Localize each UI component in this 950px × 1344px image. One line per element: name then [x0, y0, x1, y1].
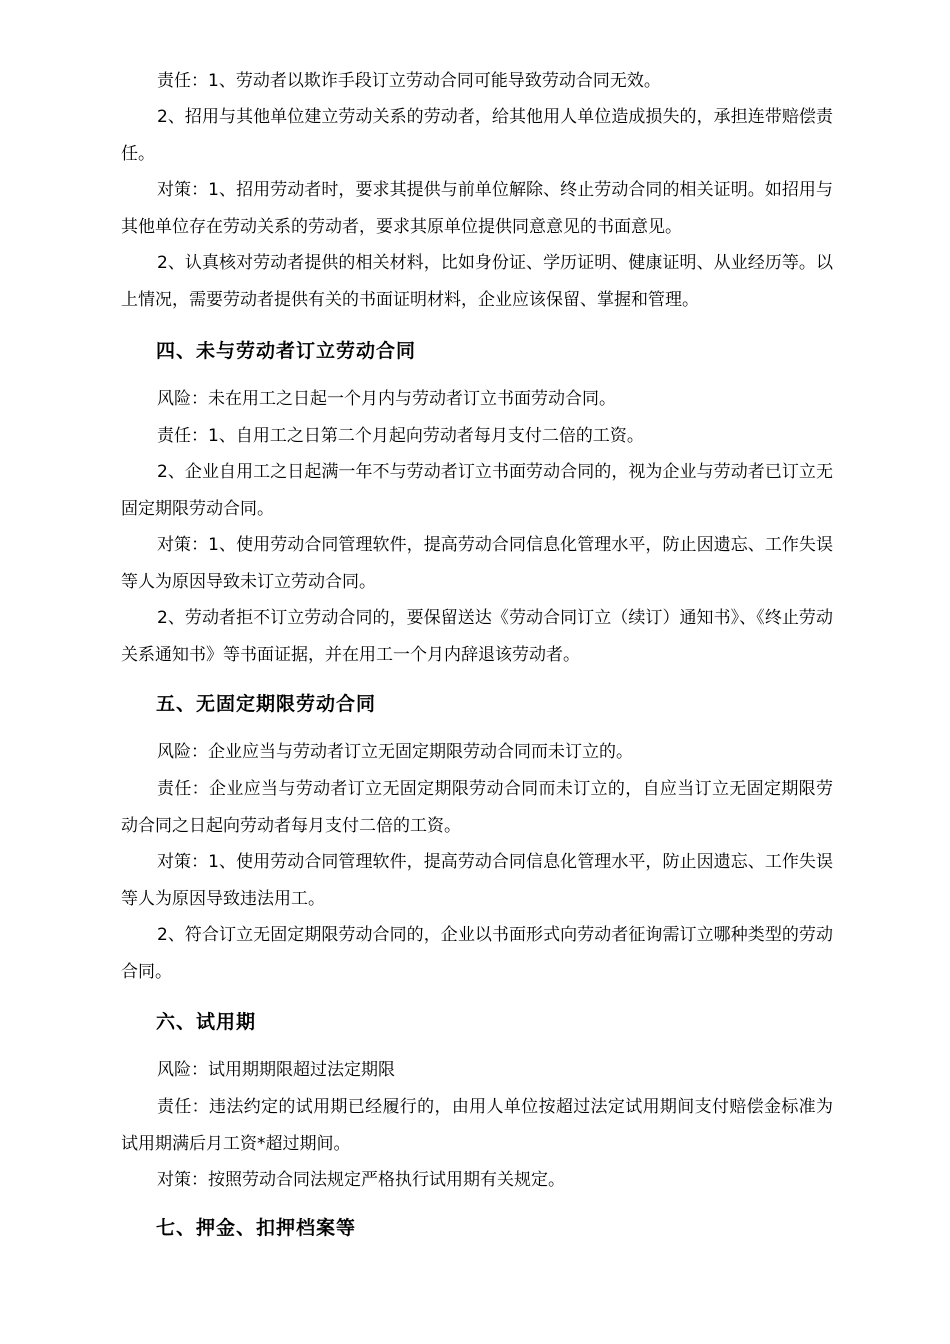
section5-paragraph: 责任：企业应当与劳动者订立无固定期限劳动合同而未订立的，自应当订立无固定期限劳动合同之日起向劳动者每月支付二倍的工资。: [121, 779, 833, 836]
section-heading-6: 六、试用期: [156, 1011, 257, 1033]
section4-paragraph: 对策：1、使用劳动合同管理软件，提高劳动合同信息化管理水平，防止因遗忘、工作失误等人为原因导致未订立劳动合同。: [121, 535, 833, 592]
paragraph-liability-joint: 2、招用与其他单位建立劳动关系的劳动者，给其他用人单位造成损失的，承担连带赔偿责任。: [121, 107, 833, 164]
section5-paragraph: 对策：1、使用劳动合同管理软件，提高劳动合同信息化管理水平，防止因遗忘、工作失误等人为原因导致违法用工。: [121, 852, 833, 909]
section5-paragraph: 2、符合订立无固定期限劳动合同的，企业以书面形式向劳动者征询需订立哪种类型的劳动合同。: [121, 925, 833, 982]
section-heading-7: 七、押金、扣押档案等: [156, 1217, 357, 1239]
section-heading-5: 五、无固定期限劳动合同: [156, 693, 377, 715]
section-heading-4: 四、未与劳动者订立劳动合同: [156, 340, 417, 362]
paragraph-countermeasure-proof: 对策：1、招用劳动者时，要求其提供与前单位解除、终止劳动合同的相关证明。如招用与其他单位存在劳动关系的劳动者，要求其原单位提供同意意见的书面意见。: [121, 180, 833, 237]
section6-paragraph: 对策：按照劳动合同法规定严格执行试用期有关规定。: [157, 1170, 565, 1190]
section6-paragraph: 责任：违法约定的试用期已经履行的，由用人单位按超过法定试用期间支付赔偿金标准为试用期满后月工资*超过期间。: [121, 1097, 833, 1154]
section4-paragraph: 风险：未在用工之日起一个月内与劳动者订立书面劳动合同。: [157, 389, 616, 409]
section4-paragraph: 2、企业自用工之日起满一年不与劳动者订立书面劳动合同的，视为企业与劳动者已订立无固定期限劳动合同。: [121, 462, 833, 519]
section4-paragraph: 2、劳动者拒不订立劳动合同的，要保留送达《劳动合同订立（续订）通知书》、《终止劳动关系通知书》等书面证据，并在用工一个月内辞退该劳动者。: [121, 608, 833, 665]
section6-paragraph: 风险：试用期期限超过法定期限: [157, 1060, 395, 1080]
paragraph-liability-fraud: 责任：1、劳动者以欺诈手段订立劳动合同可能导致劳动合同无效。: [157, 71, 661, 91]
section4-paragraph: 责任：1、自用工之日第二个月起向劳动者每月支付二倍的工资。: [157, 426, 644, 446]
paragraph-countermeasure-verify: 2、认真核对劳动者提供的相关材料，比如身份证、学历证明、健康证明、从业经历等。以上情况，需要劳动者提供有关的书面证明材料，企业应该保留、掌握和管理。: [121, 253, 833, 310]
section5-paragraph: 风险：企业应当与劳动者订立无固定期限劳动合同而未订立的。: [157, 742, 633, 762]
